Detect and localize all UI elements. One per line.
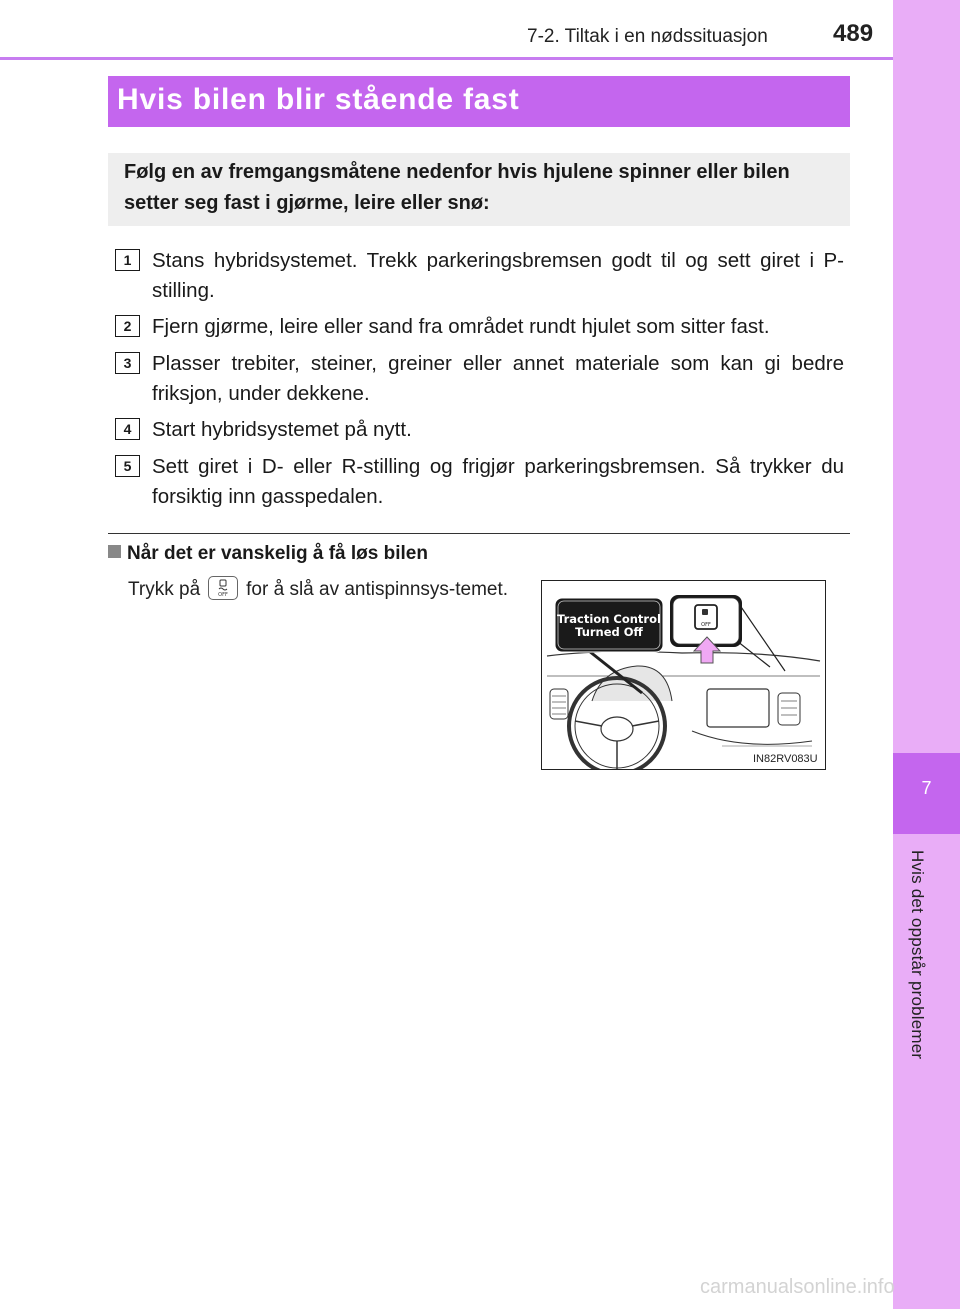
step-text: Stans hybridsystemet. Trekk parkeringsbremsen godt til og sett giret i P-stilling. — [152, 249, 844, 302]
step-number: 4 — [115, 418, 140, 440]
subsection-body — [128, 576, 518, 602]
subsection-heading — [108, 543, 428, 565]
step-number: 1 — [115, 249, 140, 271]
chapter-side-tab — [893, 0, 960, 1309]
figure-button-label: OFF — [701, 622, 711, 628]
chapter-number: 7 — [921, 778, 932, 798]
dashboard-drawing — [542, 581, 825, 769]
page-number: 489 — [833, 20, 874, 47]
step-text: Fjern gjørme, leire eller sand fra området rundt hjulet som sitter fast. — [152, 315, 770, 338]
step-text: Plasser trebiter, steiner, greiner eller annet materiale som kan gi bedre friksjon, under dekkene. — [152, 352, 844, 405]
header-rule — [0, 57, 893, 60]
inline-button-label: OFF — [218, 592, 228, 598]
body-text-after: for å slå av antispinnsys-temet. — [246, 579, 509, 600]
step-text: Sett giret i D- eller R-stilling og frigjør parkeringsbremsen. Så trykker du forsiktig inn gasspedalen. — [152, 455, 844, 508]
step-text: Start hybridsystemet på nytt. — [152, 418, 412, 441]
step-number: 5 — [115, 455, 140, 477]
section-title: Hvis bilen blir stående fast — [117, 83, 520, 116]
step-number: 3 — [115, 352, 140, 374]
section-reference: 7-2. Tiltak i en nødssituasjon — [527, 26, 768, 47]
section-divider — [108, 533, 850, 534]
chapter-title: Hvis det oppstår problemer — [908, 850, 927, 1060]
intro-text: Følg en av fremgangsmåtene nedenfor hvis hjulene spinner eller bilen setter seg fast i gjørme, leire eller snø: — [124, 161, 790, 214]
intro-box — [108, 153, 850, 226]
watermark: carmanualsonline.info — [700, 1276, 895, 1298]
bullet-square-icon — [108, 545, 121, 558]
step-number: 2 — [115, 315, 140, 337]
callout-line-1: Traction Control — [557, 612, 661, 626]
body-text-before: Trykk på — [128, 579, 201, 600]
callout-line-2: Turned Off — [575, 625, 643, 639]
figure-code: IN82RV083U — [753, 753, 818, 765]
dashboard-illustration — [541, 580, 826, 770]
subsection-heading-text: Når det er vanskelig å få løs bilen — [127, 543, 428, 564]
traction-control-off-icon — [208, 576, 238, 600]
section-title-bar — [108, 76, 850, 127]
